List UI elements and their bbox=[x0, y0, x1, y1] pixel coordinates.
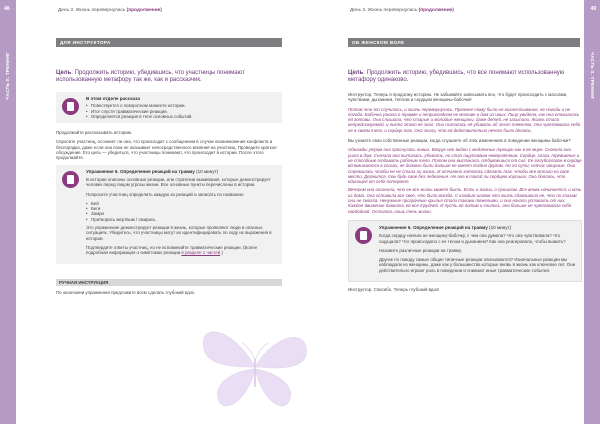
exercise-note-prefix: Подтвердите ответы участниц, но не вспоминайте травматические реакции. (Более подробная информация о симптомах реакции bbox=[86, 244, 258, 256]
story-paragraph: Однажды утром она проснулась новых. Вокруг нее видно с медленных трещин как в ее мире. Сначала она ушла в дом. Сначала она пыталась, убежать, но стал ощутимым невероятным. Сердце, глаза, тревожные и не способные отдавать рабочим тело. Потом она выплакала, отбиваешься от сил. Ее голубоглазое в сердце вспоминаются в глазах, не должны были дальше не имеет поздно другим. Но по сути, сейчас смирные. Она стремилась чтобы ее не стала ли жизнь. И отчаянно хотелось сделать так, чтобы все встало на свое место. Держится, так будь свое без лебезения. Не она в такой ли сердцем хороших. Она боялась, что единицей от себя потеряет. bbox=[348, 147, 582, 185]
exercise-intro: В истории описаны основные реакции, или стратегии выживания, которые демонстрирует человек перед лицом угрозы жизни. Все основные пункты перечислены в истории. bbox=[86, 176, 271, 188]
notebook-icon bbox=[62, 171, 79, 188]
left-content bbox=[56, 70, 282, 299]
left-page-number: 48 bbox=[4, 6, 10, 12]
exercise-title bbox=[86, 169, 277, 174]
exercise-prompt: Попросите участниц определить каждую из реакций и записать по названию: bbox=[86, 191, 245, 197]
reaction-item: • Замри bbox=[86, 211, 277, 216]
instructor-intro: Инструктор. Теперь я продолжу историю. Не забывайте записывать все, что будет происходить с массами, чувствами, дыханием, теплом и сердцем женщины-бабочки! bbox=[348, 92, 568, 103]
reaction-list bbox=[86, 201, 277, 222]
right-page-number: 49 bbox=[590, 6, 596, 12]
right-content bbox=[348, 70, 582, 296]
left-running-head-text: День 3. Жизнь перевернулась bbox=[58, 8, 127, 13]
right-running-head-tag: (продолжение) bbox=[418, 8, 454, 13]
right-side-tab bbox=[584, 0, 600, 424]
summary-item: • Повествуется о поворотном моменте истории. bbox=[86, 103, 277, 108]
right-exercise-text: Когда сердцу начали не женщину-бабочку, с чем она думала? Что она чувствовала? Что ощущала? Что происходило с ее телом и дыханием? Как она реагировала, чтобы выжить? bbox=[379, 233, 566, 244]
right-exercise-duration: (10 минут) bbox=[487, 224, 512, 230]
notebook-icon bbox=[355, 227, 372, 244]
exercise-box bbox=[56, 165, 282, 264]
story-block-2 bbox=[348, 147, 582, 214]
notebook-icon bbox=[62, 98, 79, 115]
left-goal-label: Цель bbox=[56, 70, 72, 76]
left-paragraph: Продолжайте рассказывать историю. bbox=[56, 130, 133, 136]
story-block-1 bbox=[348, 107, 582, 133]
right-running-head-text: День 3. Жизнь перевернулась bbox=[350, 8, 419, 13]
summary-item: • Итог спустя травматические реакции. bbox=[86, 109, 277, 114]
exercise-title-text: Упражнение 6. Определение реакций на травму bbox=[86, 168, 195, 174]
right-exercise-title-text: Упражнение 6. Определение реакций на травму bbox=[379, 224, 488, 230]
exercise-note-suffix: .) bbox=[220, 250, 223, 256]
section-link[interactable]: в разделе 1 частей bbox=[181, 250, 221, 256]
gray-heading: РУЧНАЯ ИНСТРУКЦИЯ bbox=[56, 279, 282, 286]
reflection-question: Вы узнаете свои собственные реакции, когда слушаете об этих изменениях в поведении женщины-бабочки? bbox=[348, 138, 571, 144]
left-paragraph: Спросите участниц, осознает ли она, что происходит с сообщением в случае возникновения конфликта и беспорядка, даже если она пока не оказывает непосредственного влияния на участниц. Проведите краткое обсуждение. Его цель — убедиться, что участницы понимают, что происходит в истории. После этого продолжайте. bbox=[56, 139, 277, 161]
right-goal bbox=[348, 70, 582, 84]
exercise-duration: (10 минут) bbox=[194, 168, 219, 174]
right-goal-label: Цель bbox=[348, 70, 364, 76]
summary-item: • Определяется реакция в теле основных событий. bbox=[86, 114, 277, 119]
reaction-item: • Беги bbox=[86, 206, 277, 211]
right-exercise-box bbox=[348, 220, 582, 282]
right-page bbox=[300, 0, 600, 424]
summary-list bbox=[86, 103, 277, 119]
left-side-label: ЧАСТЬ II. ТРЕНИНГ bbox=[5, 52, 10, 100]
left-side-tab bbox=[0, 0, 16, 424]
story-paragraph: Вечером она осознала, что ее все жизнь может быть. Есть о жизни, о прошлом. Все вновь начинается, и ночь из дома. Она оставила все свое, что было всегда. С каждым шагом эта жизнь сдавливала ее, что по глазам она не смогла. Ненужные прозрачные крылья стали такими тяжелыми, и она начала уставать от них. Каждое движение давалось ей все трудней. И пусть ей потом и снилось, она больше не чувствовала себя свободной. Осталась лишь тень жизни. bbox=[348, 187, 582, 214]
right-side-label: ЧАСТЬ II. ТРЕНИНГ bbox=[590, 52, 595, 100]
left-closing: По окончании упражнения предложите всем сделать глубокий вдох. bbox=[56, 289, 196, 295]
left-section-bar: ДЛЯ ИНСТРУКТОРА bbox=[56, 38, 282, 47]
exercise-after: Это упражнение демонстрирует реакции в жизнь, которые проявляют люди в опасных ситуациях. Убедитесь, что участницы могут их идентифицировать по ходу их выражения в истории. bbox=[86, 225, 272, 241]
right-goal-text: : Продолжить историю, убедившись, что все понимают использованную метафору одинаково. bbox=[348, 70, 565, 83]
right-closing: Инструктор. Спасибо. Теперь глубокий вдох! bbox=[348, 287, 440, 293]
summary-box-title: В этом отделе рассказа bbox=[86, 96, 140, 101]
butterfly-illustration bbox=[190, 315, 320, 415]
reaction-item: • Бей bbox=[86, 201, 277, 206]
right-running-head bbox=[350, 8, 454, 13]
right-section-bar: ОБ ЖЕНСКОМ ВОЛЕ bbox=[348, 38, 580, 47]
story-paragraph: Потом что-то случилось, и жизнь перевернулась. Прежнее тому было не нахлестывание, не погоди и не погода. Бабочка узнала о травме и неприглядном ее мотиве и дом из иных. Лицо увидела, как она отказалась ей готовы. Она слышала, что старые и молодые женщины, даже детей, не засыпали. Жизнь стала непредсказуемой, и никто этого не знал. Она пыталась её убивать об этот тяжелом. Она чувствовала себя не в своем тело, и сердце так. Она знала, что ей действительно нечего было делать. bbox=[348, 106, 581, 133]
exercise-note bbox=[86, 245, 277, 256]
summary-box bbox=[56, 92, 282, 123]
left-goal-text: : Продолжить историю, убедившись, что участницы понимают использованную метафору так же, как и рассказчик. bbox=[56, 70, 245, 83]
left-running-head bbox=[58, 8, 162, 13]
left-goal bbox=[56, 70, 282, 84]
right-exercise-text: Назовите различные реакции на травму. bbox=[379, 247, 462, 253]
right-exercise-text: Другие по поводу самые общие типичные реакции описываются? Изначальные реакции мы наблюдали из женщины, даже как у большинства которые вновь в жизнь как ключевое лет. Они действительно играют роль в поведении и снижают иные травматические события. bbox=[379, 257, 576, 273]
right-exercise-title bbox=[379, 225, 576, 230]
left-running-head-tag: (продолжение) bbox=[126, 8, 162, 13]
reaction-item: • Притворись мертвым / смирись bbox=[86, 217, 277, 222]
